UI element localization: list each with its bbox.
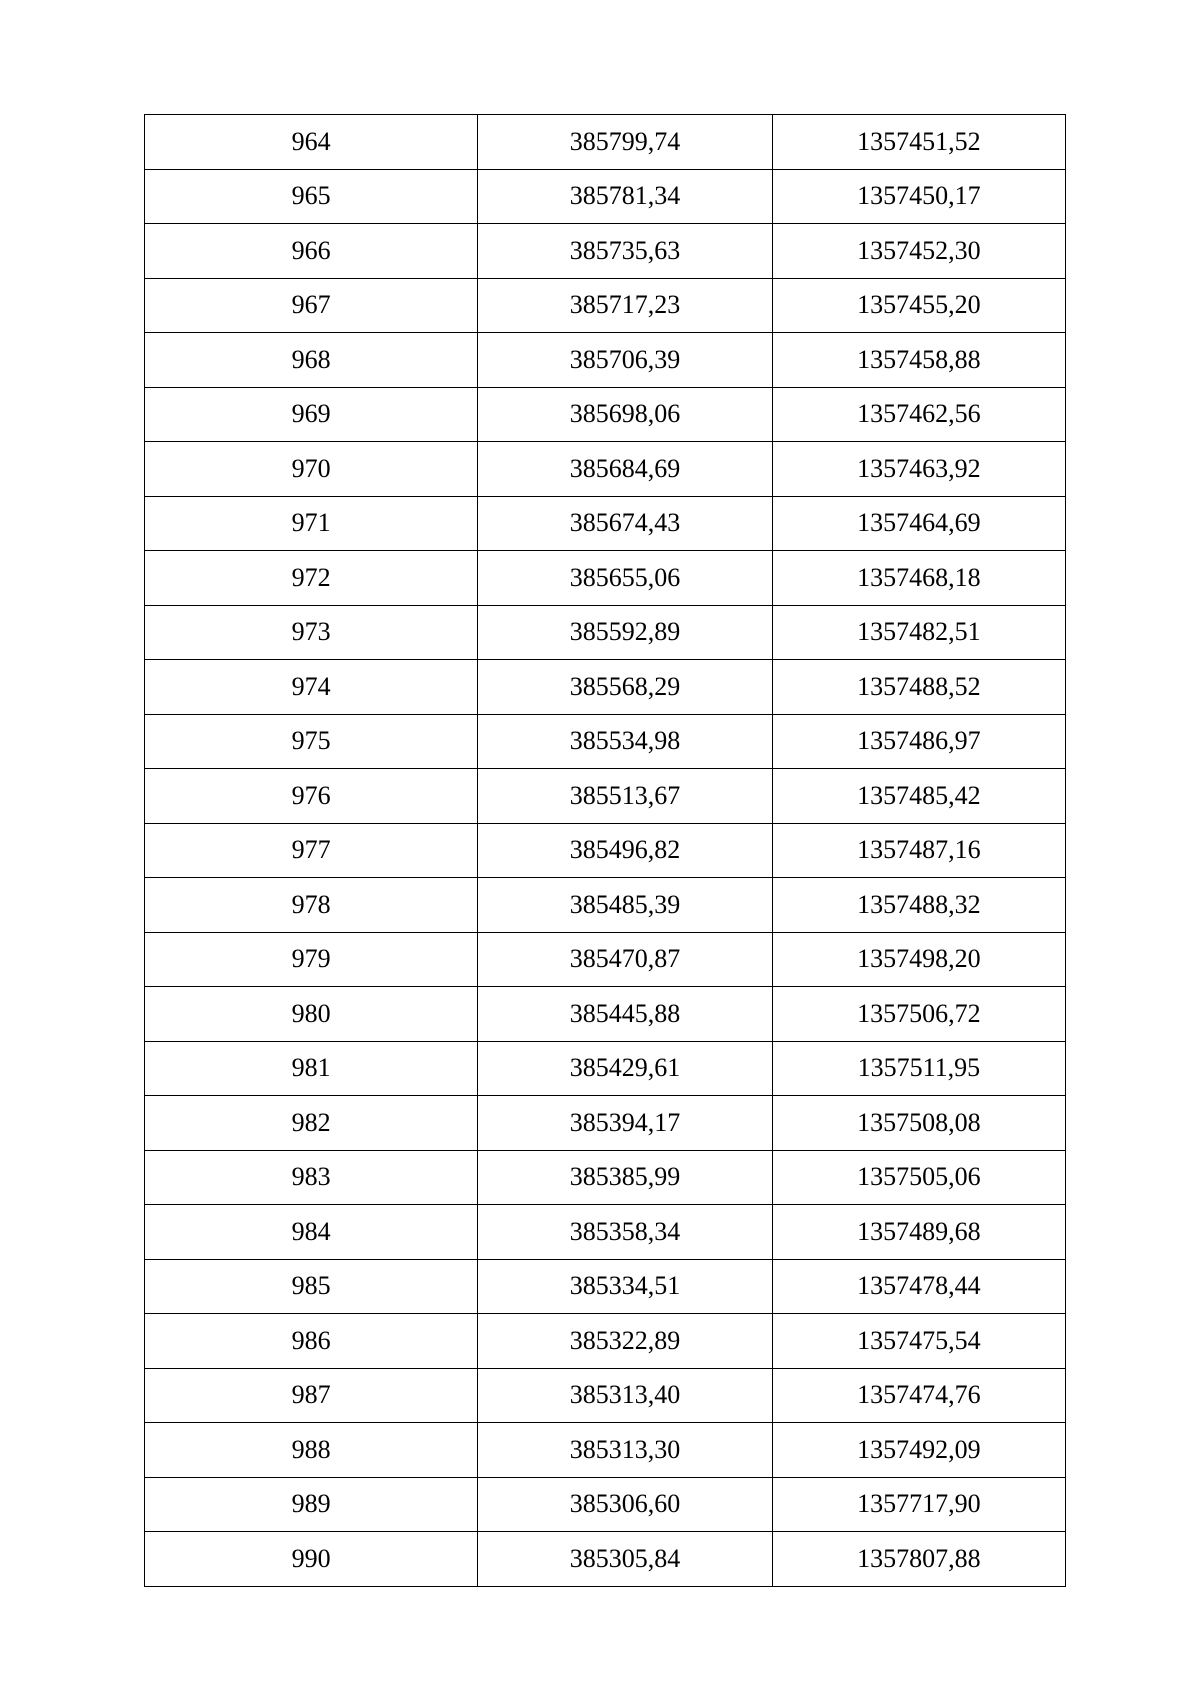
table-row <box>145 605 1066 660</box>
point-number-cell: 986 <box>145 1314 478 1369</box>
point-number-cell: 983 <box>145 1150 478 1205</box>
point-number-cell: 981 <box>145 1041 478 1096</box>
table-row <box>145 1205 1066 1260</box>
x-coordinate-cell: 385496,82 <box>478 823 772 878</box>
x-coordinate-cell: 385485,39 <box>478 878 772 933</box>
x-coordinate-cell: 385445,88 <box>478 987 772 1042</box>
point-number-cell: 990 <box>145 1532 478 1587</box>
x-coordinate-cell: 385394,17 <box>478 1096 772 1151</box>
point-number-cell: 966 <box>145 224 478 279</box>
y-coordinate-cell: 1357475,54 <box>772 1314 1065 1369</box>
point-number-cell: 988 <box>145 1423 478 1478</box>
y-coordinate-cell: 1357505,06 <box>772 1150 1065 1205</box>
table-row <box>145 1532 1066 1587</box>
y-coordinate-cell: 1357452,30 <box>772 224 1065 279</box>
point-number-cell: 964 <box>145 115 478 170</box>
table-row <box>145 1041 1066 1096</box>
y-coordinate-cell: 1357807,88 <box>772 1532 1065 1587</box>
x-coordinate-cell: 385358,34 <box>478 1205 772 1260</box>
table-row <box>145 714 1066 769</box>
x-coordinate-cell: 385717,23 <box>478 278 772 333</box>
point-number-cell: 989 <box>145 1477 478 1532</box>
y-coordinate-cell: 1357717,90 <box>772 1477 1065 1532</box>
point-number-cell: 978 <box>145 878 478 933</box>
point-number-cell: 976 <box>145 769 478 824</box>
table-row <box>145 387 1066 442</box>
table-row <box>145 1150 1066 1205</box>
point-number-cell: 973 <box>145 605 478 660</box>
x-coordinate-cell: 385513,67 <box>478 769 772 824</box>
point-number-cell: 972 <box>145 551 478 606</box>
y-coordinate-cell: 1357486,97 <box>772 714 1065 769</box>
y-coordinate-cell: 1357488,32 <box>772 878 1065 933</box>
table-row <box>145 932 1066 987</box>
x-coordinate-cell: 385306,60 <box>478 1477 772 1532</box>
x-coordinate-cell: 385385,99 <box>478 1150 772 1205</box>
y-coordinate-cell: 1357511,95 <box>772 1041 1065 1096</box>
point-number-cell: 970 <box>145 442 478 497</box>
coordinates-table-body <box>145 115 1066 1587</box>
x-coordinate-cell: 385706,39 <box>478 333 772 388</box>
table-row <box>145 769 1066 824</box>
x-coordinate-cell: 385322,89 <box>478 1314 772 1369</box>
point-number-cell: 982 <box>145 1096 478 1151</box>
y-coordinate-cell: 1357485,42 <box>772 769 1065 824</box>
x-coordinate-cell: 385781,34 <box>478 169 772 224</box>
y-coordinate-cell: 1357464,69 <box>772 496 1065 551</box>
point-number-cell: 980 <box>145 987 478 1042</box>
table-row <box>145 115 1066 170</box>
table-row <box>145 224 1066 279</box>
table-row <box>145 1314 1066 1369</box>
table-row <box>145 1423 1066 1478</box>
table-row <box>145 1368 1066 1423</box>
table-row <box>145 1259 1066 1314</box>
point-number-cell: 974 <box>145 660 478 715</box>
point-number-cell: 975 <box>145 714 478 769</box>
point-number-cell: 968 <box>145 333 478 388</box>
table-row <box>145 987 1066 1042</box>
point-number-cell: 967 <box>145 278 478 333</box>
point-number-cell: 984 <box>145 1205 478 1260</box>
x-coordinate-cell: 385735,63 <box>478 224 772 279</box>
y-coordinate-cell: 1357462,56 <box>772 387 1065 442</box>
table-row <box>145 496 1066 551</box>
y-coordinate-cell: 1357506,72 <box>772 987 1065 1042</box>
y-coordinate-cell: 1357451,52 <box>772 115 1065 170</box>
y-coordinate-cell: 1357508,08 <box>772 1096 1065 1151</box>
y-coordinate-cell: 1357489,68 <box>772 1205 1065 1260</box>
x-coordinate-cell: 385470,87 <box>478 932 772 987</box>
x-coordinate-cell: 385684,69 <box>478 442 772 497</box>
point-number-cell: 977 <box>145 823 478 878</box>
x-coordinate-cell: 385534,98 <box>478 714 772 769</box>
y-coordinate-cell: 1357463,92 <box>772 442 1065 497</box>
x-coordinate-cell: 385429,61 <box>478 1041 772 1096</box>
y-coordinate-cell: 1357478,44 <box>772 1259 1065 1314</box>
table-row <box>145 1096 1066 1151</box>
x-coordinate-cell: 385799,74 <box>478 115 772 170</box>
y-coordinate-cell: 1357474,76 <box>772 1368 1065 1423</box>
table-row <box>145 333 1066 388</box>
table-row <box>145 551 1066 606</box>
x-coordinate-cell: 385313,40 <box>478 1368 772 1423</box>
point-number-cell: 971 <box>145 496 478 551</box>
x-coordinate-cell: 385568,29 <box>478 660 772 715</box>
point-number-cell: 969 <box>145 387 478 442</box>
table-row <box>145 823 1066 878</box>
x-coordinate-cell: 385334,51 <box>478 1259 772 1314</box>
point-number-cell: 987 <box>145 1368 478 1423</box>
x-coordinate-cell: 385698,06 <box>478 387 772 442</box>
y-coordinate-cell: 1357468,18 <box>772 551 1065 606</box>
table-row <box>145 278 1066 333</box>
table-row <box>145 169 1066 224</box>
x-coordinate-cell: 385674,43 <box>478 496 772 551</box>
x-coordinate-cell: 385655,06 <box>478 551 772 606</box>
y-coordinate-cell: 1357482,51 <box>772 605 1065 660</box>
y-coordinate-cell: 1357455,20 <box>772 278 1065 333</box>
table-row <box>145 660 1066 715</box>
y-coordinate-cell: 1357450,17 <box>772 169 1065 224</box>
x-coordinate-cell: 385313,30 <box>478 1423 772 1478</box>
table-row <box>145 442 1066 497</box>
x-coordinate-cell: 385305,84 <box>478 1532 772 1587</box>
y-coordinate-cell: 1357492,09 <box>772 1423 1065 1478</box>
table-row <box>145 1477 1066 1532</box>
coordinates-table <box>144 114 1066 1587</box>
y-coordinate-cell: 1357488,52 <box>772 660 1065 715</box>
point-number-cell: 979 <box>145 932 478 987</box>
table-row <box>145 878 1066 933</box>
point-number-cell: 965 <box>145 169 478 224</box>
y-coordinate-cell: 1357458,88 <box>772 333 1065 388</box>
x-coordinate-cell: 385592,89 <box>478 605 772 660</box>
point-number-cell: 985 <box>145 1259 478 1314</box>
y-coordinate-cell: 1357498,20 <box>772 932 1065 987</box>
y-coordinate-cell: 1357487,16 <box>772 823 1065 878</box>
